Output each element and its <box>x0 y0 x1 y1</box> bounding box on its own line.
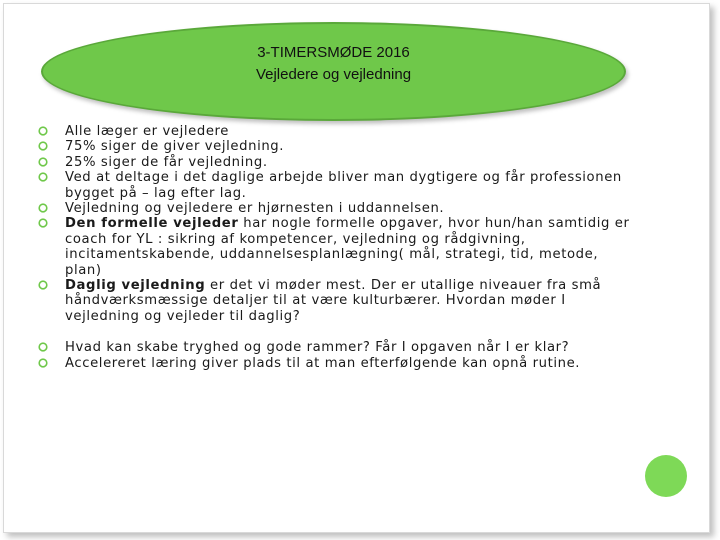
bullet-item <box>38 278 638 324</box>
bullet-item <box>38 170 638 201</box>
bullet-text: 75% siger de giver vejledning. <box>65 139 285 155</box>
circle-bullet-icon <box>38 141 48 151</box>
circle-bullet-icon <box>38 358 48 368</box>
slide-title <box>41 42 626 86</box>
bullet-text: Alle læger er vejledere <box>65 124 229 139</box>
bullet-item <box>38 139 638 154</box>
bullet-item <box>38 124 638 139</box>
circle-bullet-icon <box>38 157 48 167</box>
bullet-text: Ved at deltage i det daglige arbejde bliver man dygtigere og får professionen bygget på – lag efter lag. <box>65 170 622 201</box>
bullet-bold-lead: Den formelle vejleder <box>65 216 239 232</box>
decorative-circle <box>645 455 687 497</box>
bullet-text: Vejledning og vejledere er hjørnesten i uddannelsen. <box>65 201 445 217</box>
title-line-2: Vejledere og vejledning <box>255 66 412 83</box>
bullet-text: 25% siger de får vejledning. <box>65 154 268 170</box>
bullet-item <box>38 216 638 278</box>
bullet-text: har nogle formelle opgaver, hvor hun/han samtidig er coach for YL : sikring af kompetencer, vejledning og rådgivning, incitamentskabende, uddannelsesplanlægning( mål, strategi, tid, metode, plan) <box>65 216 630 278</box>
bullet-item <box>38 356 638 371</box>
bullet-text: Hvad kan skabe tryghed og gode rammer? Får I opgaven når I er klar? <box>65 340 570 356</box>
bullet-text: er det vi møder mest. Der er utallige niveauer fra små håndværksmæssige detaljer til at være kulturbærer. Hvordan møder I vejledning og vejleder til daglig? <box>65 278 602 324</box>
title-line-1: 3-TIMERSMØDE 2016 <box>257 44 410 61</box>
bullet-text: Accelereret læring giver plads til at man efterfølgende kan opnå rutine. <box>65 355 581 371</box>
circle-bullet-icon <box>38 342 48 352</box>
bullet-item <box>38 340 638 355</box>
circle-bullet-icon <box>38 280 48 290</box>
circle-bullet-icon <box>38 126 48 136</box>
bullet-bold-lead: Daglig vejledning <box>65 278 206 294</box>
circle-bullet-icon <box>38 218 48 228</box>
circle-bullet-icon <box>38 203 48 213</box>
circle-bullet-icon <box>38 172 48 182</box>
bullet-item <box>38 155 638 170</box>
bullet-item <box>38 201 638 216</box>
bullet-list <box>38 124 638 371</box>
